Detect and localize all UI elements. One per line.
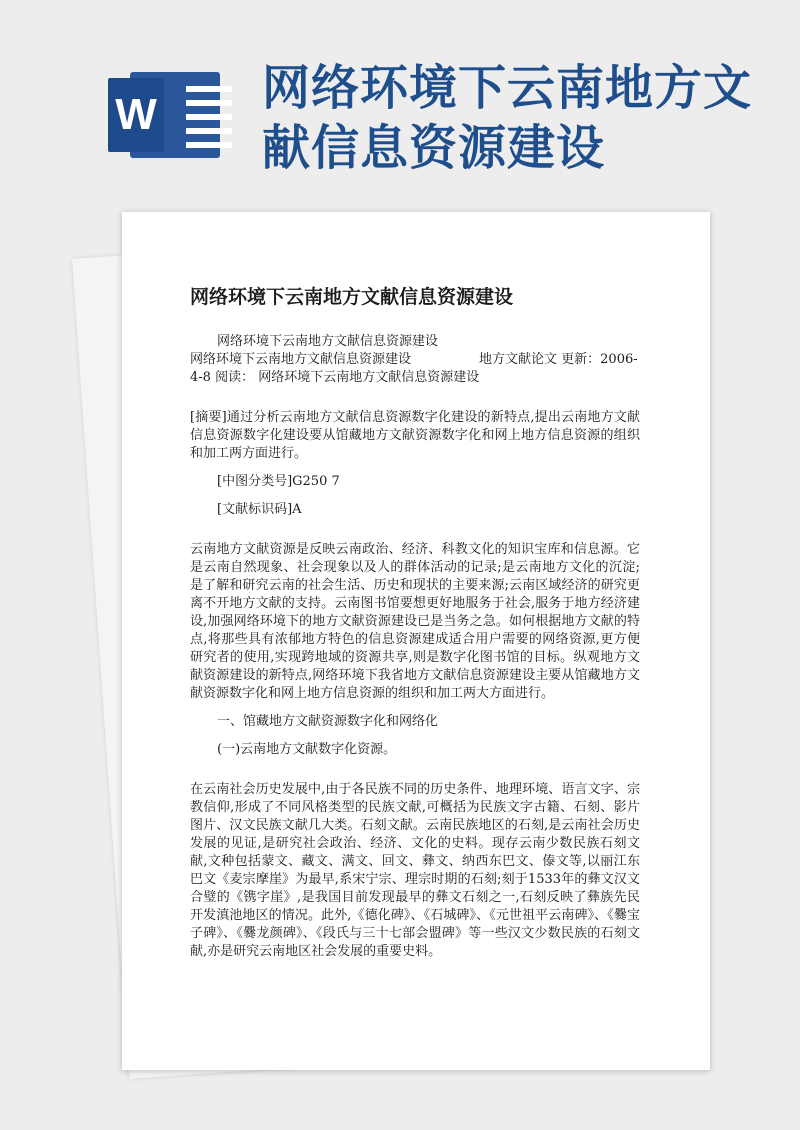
document-code: [文献标识码]A [217,502,302,517]
section-heading-1: 一、馆藏地方文献资源数字化和网络化 [217,714,439,729]
banner-title: 网络环境下云南地方文献信息资源建设 [262,60,753,176]
document-meta [190,333,640,387]
meta-line-3: 4-8 阅读： 网络环境下云南地方文献信息资源建设 [190,370,480,385]
section-heading-2: (一)云南地方文献数字化资源。 [217,742,397,757]
word-document-icon [108,72,220,158]
body-paragraph-2: 在云南社会历史发展中,由于各民族不同的历史条件、地理环境、语言文字、宗教信仰,形成了不同风格类型的民族文献,可概括为民族文字古籍、石刻、影片图片、汉文民族文献几大类。石刻文献。云南民族地区的石刻,是云南社会历史发展的见证,是研究社会政治、经济、文化的史料。现存云南少数民族石刻文献,文种包括蒙文、藏文、满文、回文、彝文、纳西东巴文、傣文等,以丽江东巴文《麦宗摩崖》为最早,系宋宁宗、理宗时期的石刻;刻于1533年的彝文汉文合璧的《镌字崖》,是我国目前发现最早的彝文石刻之一,石刻反映了彝族先民开发滇池地区的情况。此外,《德化碑》、《石城碑》、《元世祖平云南碑》、《爨宝子碑》、《爨龙颜碑》、《段氏与三十七部会盟碑》等一些汉文少数民族的石刻文献,亦是研究云南地区社会发展的重要史料。 [190,782,640,959]
banner [0,0,800,210]
word-icon-letter: W [108,78,164,152]
document-title: 网络环境下云南地方文献信息资源建设 [190,286,514,308]
abstract: [摘要]通过分析云南地方文献信息资源数字化建设的新特点,提出云南地方文献信息资源数字化建设要从馆藏地方文献资源数字化和网上地方信息资源的组织和加工两方面进行。 [190,410,640,461]
meta-source-title: 网络环境下云南地方文献信息资源建设 [190,352,412,367]
meta-category-update: 地方文献论文 更新：2006- [479,352,638,367]
meta-line-1: 网络环境下云南地方文献信息资源建设 [217,334,439,349]
meta-line-2 [190,351,640,369]
body-paragraph-1: 云南地方文献资源是反映云南政治、经济、科教文化的知识宝库和信息源。它是云南自然现象、社会现象以及人的群体活动的记录;是云南地方文化的沉淀;是了解和研究云南的社会生活、历史和现状的主要来源;云南区域经济的研究更离不开地方文献的支持。云南图书馆要想更好地服务于社会,服务于地方经济建设,加强网络环境下的地方文献资源建设已是当务之急。如何根据地方文献的特点,将那些具有浓郁地方特色的信息资源建成适合用户需要的网络资源,更方便研究者的使用,实现跨地域的资源共享,则是数字化图书馆的目标。纵观地方文献资源建设的新特点,网络环境下我省地方文献信息资源建设主要从馆藏地方文献资源数字化和网上地方信息资源的组织和加工两大方面进行。 [190,542,640,701]
classification-number: [中图分类号]G250 7 [217,474,340,489]
document-content [190,283,640,961]
